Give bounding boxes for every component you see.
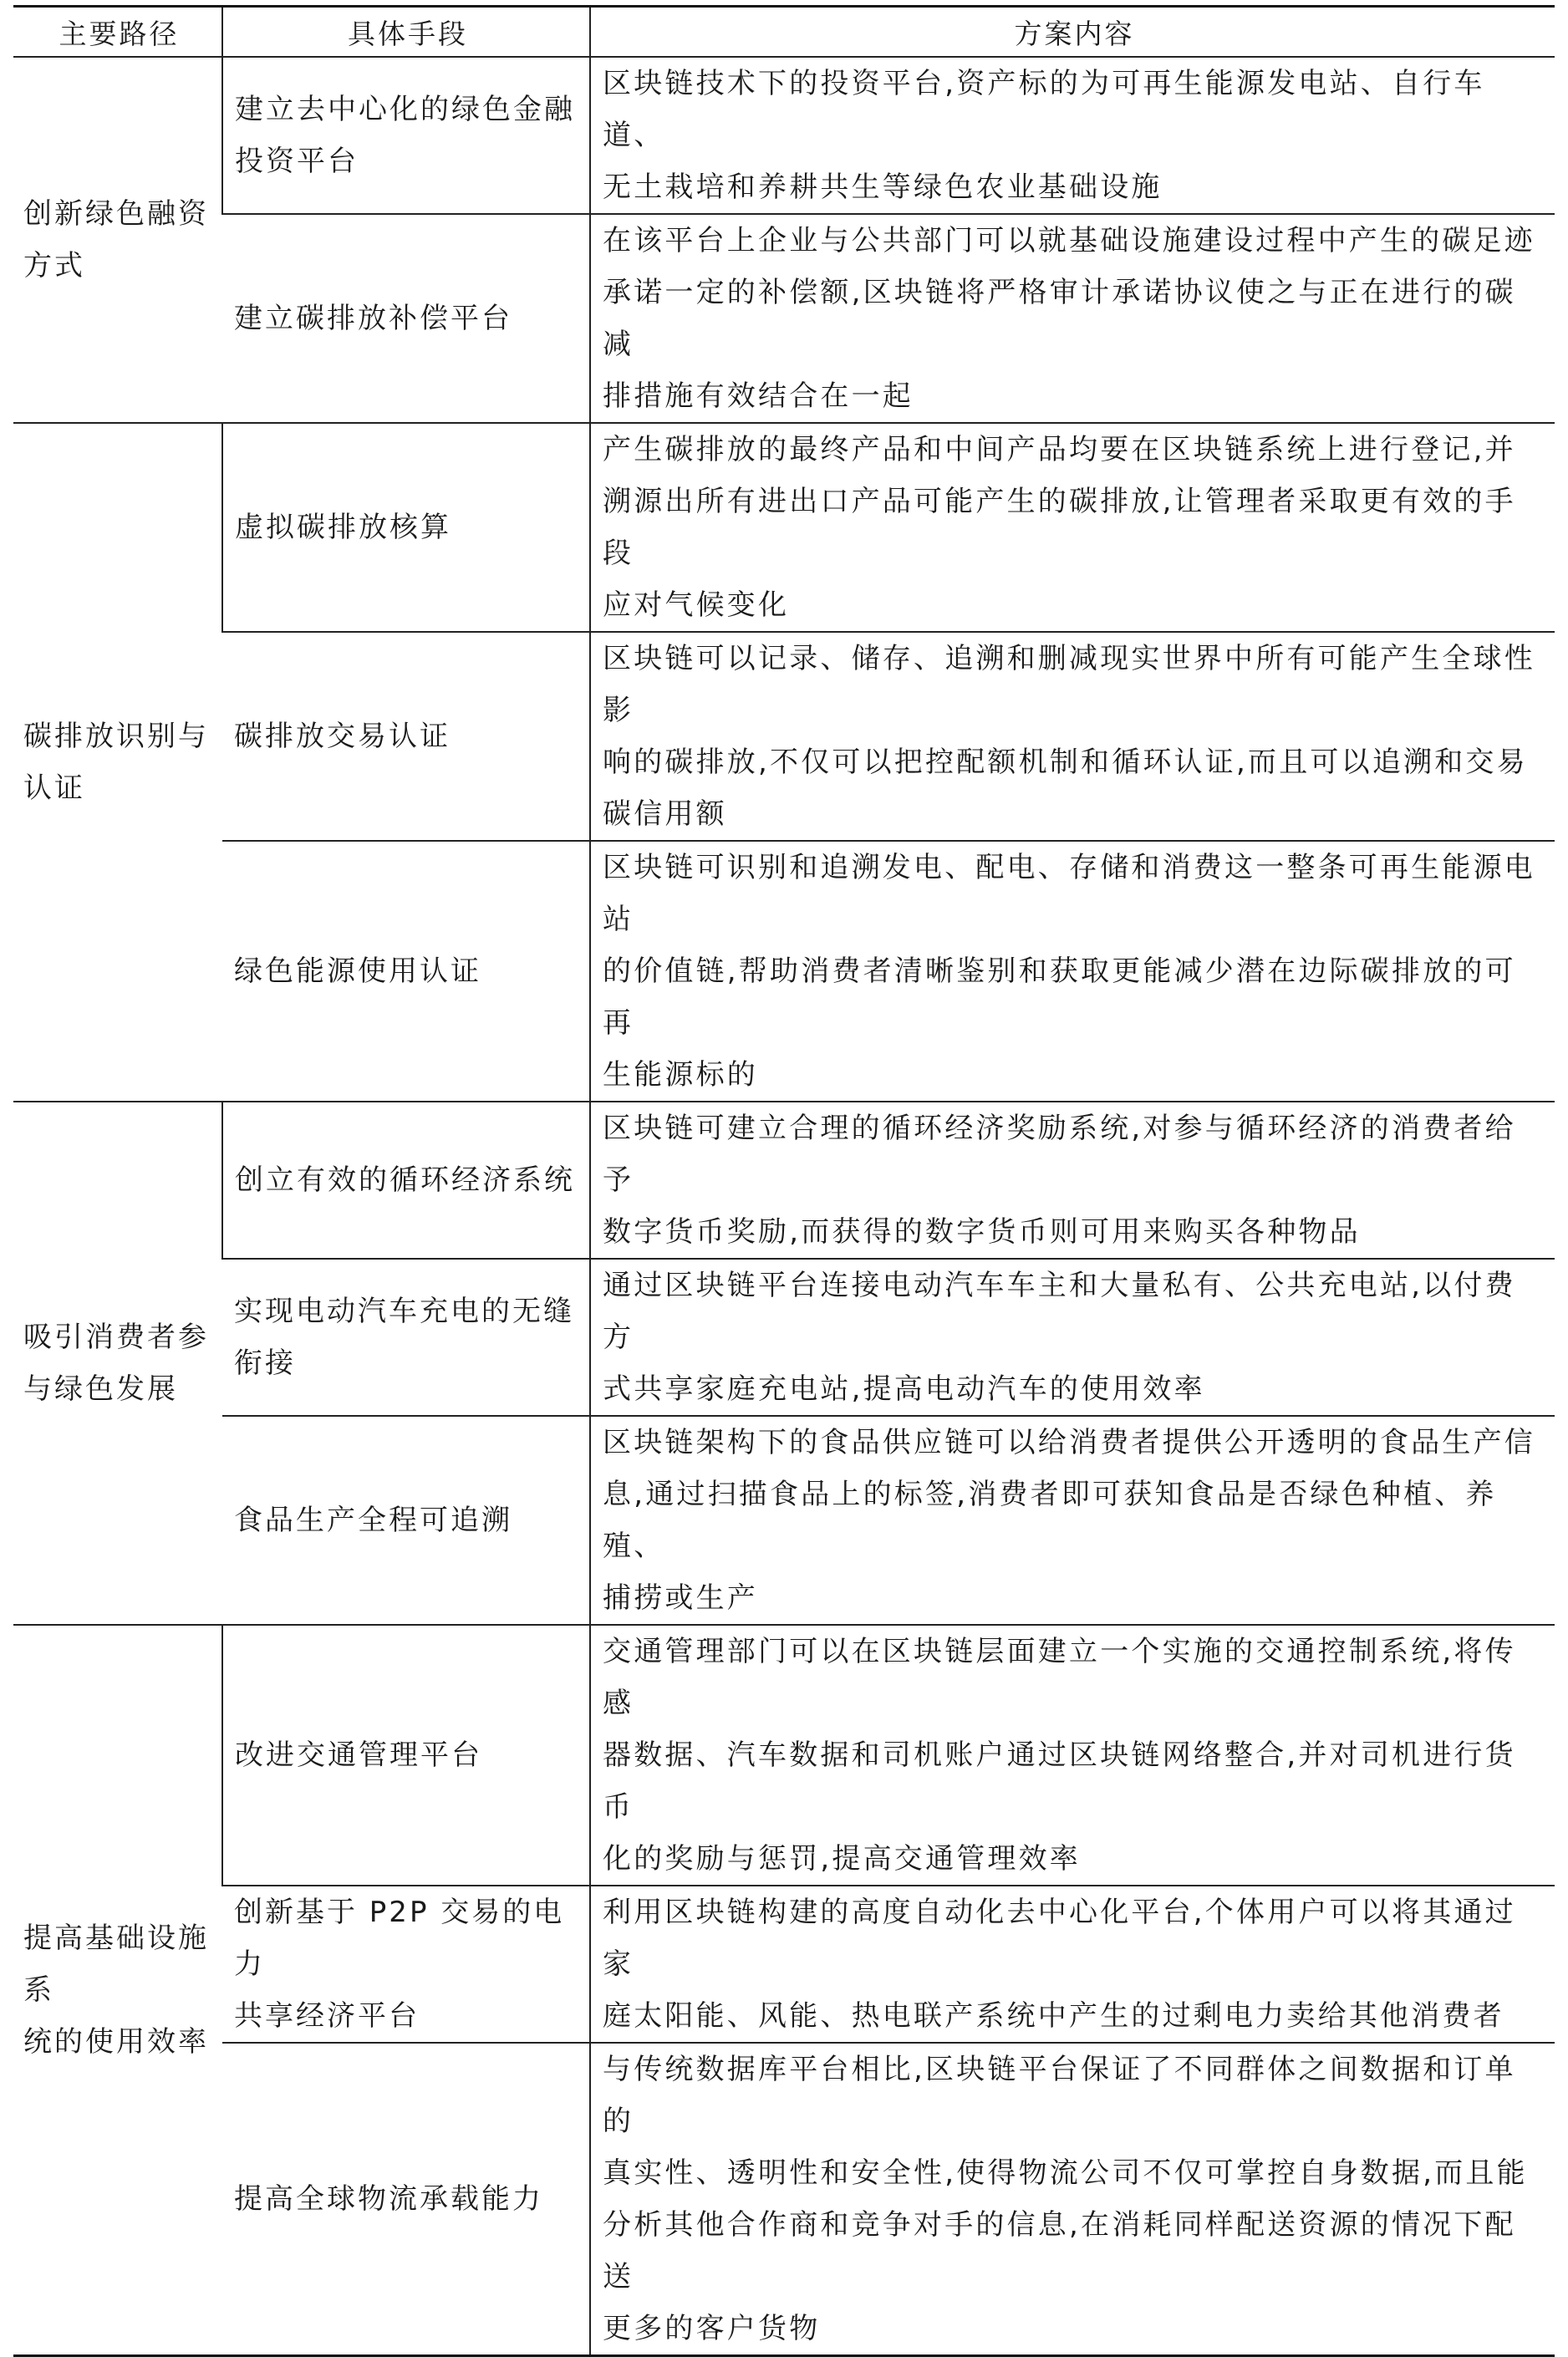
solution-content-line: 承诺一定的补偿额,区块链将严格审计承诺协议使之与正在进行的碳减 (603, 276, 1516, 361)
specific-method-cell (222, 423, 590, 632)
table-row (13, 1102, 1555, 1259)
specific-method-cell (222, 1259, 590, 1416)
specific-method-line: 提高全球物流承载能力 (234, 2182, 543, 2216)
solution-content-line: 式共享家庭充电站,提高电动汽车的使用效率 (603, 1372, 1205, 1406)
table-row (13, 214, 1555, 423)
main-path-cell (13, 423, 222, 1102)
solution-content-line: 产生碳排放的最终产品和中间产品均要在区块链系统上进行登记,并 (603, 433, 1516, 466)
main-path-line: 认证 (23, 771, 85, 805)
solution-content-line: 分析其他合作商和竞争对手的信息,在消耗同样配送资源的情况下配送 (603, 2208, 1516, 2293)
solution-content-line: 区块链架构下的食品供应链可以给消费者提供公开透明的食品生产信 (603, 1426, 1535, 1459)
solution-content-cell (590, 57, 1555, 214)
solution-content-line: 碳信用额 (603, 797, 727, 831)
solution-content-line: 无土栽培和养耕共生等绿色农业基础设施 (603, 171, 1163, 204)
solution-content-cell (590, 2043, 1555, 2356)
specific-method-cell (222, 214, 590, 423)
main-path-line: 碳排放识别与 (23, 720, 209, 753)
specific-method-cell (222, 1102, 590, 1259)
specific-method-line: 创新基于 P2P 交易的电力 (234, 1896, 565, 1981)
solution-content-line: 的价值链,帮助消费者清晰鉴别和获取更能减少潜在边际碳排放的可再 (603, 955, 1516, 1040)
solution-content-line: 区块链可以记录、储存、追溯和删减现实世界中所有可能产生全球性影 (603, 642, 1535, 727)
specific-method-line: 建立碳排放补偿平台 (234, 302, 512, 335)
solution-content-cell (590, 1416, 1555, 1625)
table-row (13, 632, 1555, 841)
solution-content-cell (590, 1102, 1555, 1259)
table-row (13, 841, 1555, 1102)
specific-method-line: 投资平台 (235, 145, 359, 178)
main-path-cell (13, 1625, 222, 2356)
solution-content-line: 响的碳排放,不仅可以把控配额机制和循环认证,而且可以追溯和交易 (603, 746, 1528, 779)
solution-content-line: 息,通过扫描食品上的标签,消费者即可获知食品是否绿色种植、养殖、 (603, 1478, 1497, 1563)
table-row (13, 423, 1555, 632)
specific-method-line: 共享经济平台 (234, 1999, 420, 2033)
solution-content-line: 应对气候变化 (603, 588, 790, 622)
specific-method-line: 绿色能源使用认证 (234, 955, 481, 988)
header-row (13, 7, 1555, 58)
specific-method-cell (222, 57, 590, 214)
header-main-path: 主要路径 (13, 7, 222, 58)
specific-method-line: 建立去中心化的绿色金融 (235, 93, 575, 126)
main-path-line: 吸引消费者参 (23, 1321, 209, 1354)
specific-method-cell (222, 1416, 590, 1625)
specific-method-cell (222, 632, 590, 841)
solution-content-line: 捕捞或生产 (603, 1581, 758, 1615)
solution-content-line: 排措施有效结合在一起 (603, 379, 914, 413)
specific-method-line: 衔接 (234, 1346, 296, 1380)
solution-content-line: 区块链技术下的投资平台,资产标的为可再生能源发电站、自行车道、 (603, 67, 1485, 152)
specific-method-line: 食品生产全程可追溯 (234, 1504, 512, 1537)
solution-content-line: 利用区块链构建的高度自动化去中心化平台,个体用户可以将其通过家 (603, 1896, 1516, 1981)
solution-content-line: 器数据、汽车数据和司机账户通过区块链网络整合,并对司机进行货币 (603, 1738, 1516, 1824)
table-row (13, 1416, 1555, 1625)
solution-content-cell (590, 632, 1555, 841)
main-path-line: 创新绿色融资 (23, 197, 209, 231)
main-path-cell (13, 57, 222, 423)
main-path-line: 统的使用效率 (23, 2025, 209, 2059)
table-row (13, 1259, 1555, 1416)
solution-content-cell (590, 1259, 1555, 1416)
solution-content-line: 庭太阳能、风能、热电联产系统中产生的过剩电力卖给其他消费者 (603, 1999, 1504, 2033)
solution-content-cell (590, 214, 1555, 423)
specific-method-line: 碳排放交易认证 (234, 720, 451, 753)
table-body (13, 57, 1555, 2356)
main-path-line: 方式 (23, 249, 85, 283)
solution-content-line: 生能源标的 (603, 1058, 758, 1092)
specific-method-cell (222, 1625, 590, 1886)
solution-content-line: 与传统数据库平台相比,区块链平台保证了不同群体之间数据和订单的 (603, 2053, 1516, 2138)
header-specific-method: 具体手段 (222, 7, 590, 58)
solution-content-line: 区块链可建立合理的循环经济奖励系统,对参与循环经济的消费者给予 (603, 1112, 1516, 1197)
specific-method-cell (222, 2043, 590, 2356)
solution-content-cell (590, 1886, 1555, 2043)
solution-content-line: 交通管理部门可以在区块链层面建立一个实施的交通控制系统,将传感 (603, 1635, 1516, 1720)
solution-content-line: 溯源出所有进出口产品可能产生的碳排放,让管理者采取更有效的手段 (603, 485, 1516, 570)
solution-content-line: 在该平台上企业与公共部门可以就基础设施建设过程中产生的碳足迹 (603, 224, 1535, 257)
solution-content-line: 区块链可识别和追溯发电、配电、存储和消费这一整条可再生能源电站 (603, 851, 1535, 936)
solution-content-line: 通过区块链平台连接电动汽车车主和大量私有、公共充电站,以付费方 (603, 1269, 1516, 1354)
solution-table (13, 5, 1555, 2357)
header-solution-content: 方案内容 (590, 7, 1555, 58)
solution-content-line: 真实性、透明性和安全性,使得物流公司不仅可掌控自身数据,而且能 (603, 2156, 1528, 2190)
specific-method-line: 虚拟碳排放核算 (235, 511, 451, 544)
table-row (13, 1625, 1555, 1886)
table-row (13, 2043, 1555, 2356)
table-header (13, 7, 1555, 58)
solution-content-cell (590, 423, 1555, 632)
solution-table-container (13, 5, 1555, 2357)
main-path-cell (13, 1102, 222, 1625)
specific-method-line: 创立有效的循环经济系统 (235, 1163, 575, 1197)
specific-method-cell (222, 841, 590, 1102)
main-path-line: 与绿色发展 (23, 1372, 178, 1406)
solution-content-cell (590, 841, 1555, 1102)
table-row (13, 1886, 1555, 2043)
specific-method-line: 实现电动汽车充电的无缝 (234, 1295, 574, 1328)
table-row (13, 57, 1555, 214)
solution-content-line: 化的奖励与惩罚,提高交通管理效率 (603, 1842, 1082, 1876)
specific-method-line: 改进交通管理平台 (235, 1738, 482, 1772)
solution-content-line: 数字货币奖励,而获得的数字货币则可用来购买各种物品 (603, 1215, 1361, 1249)
main-path-line: 提高基础设施系 (23, 1922, 209, 2007)
solution-content-line: 更多的客户货物 (603, 2312, 821, 2345)
specific-method-cell (222, 1886, 590, 2043)
solution-content-cell (590, 1625, 1555, 1886)
